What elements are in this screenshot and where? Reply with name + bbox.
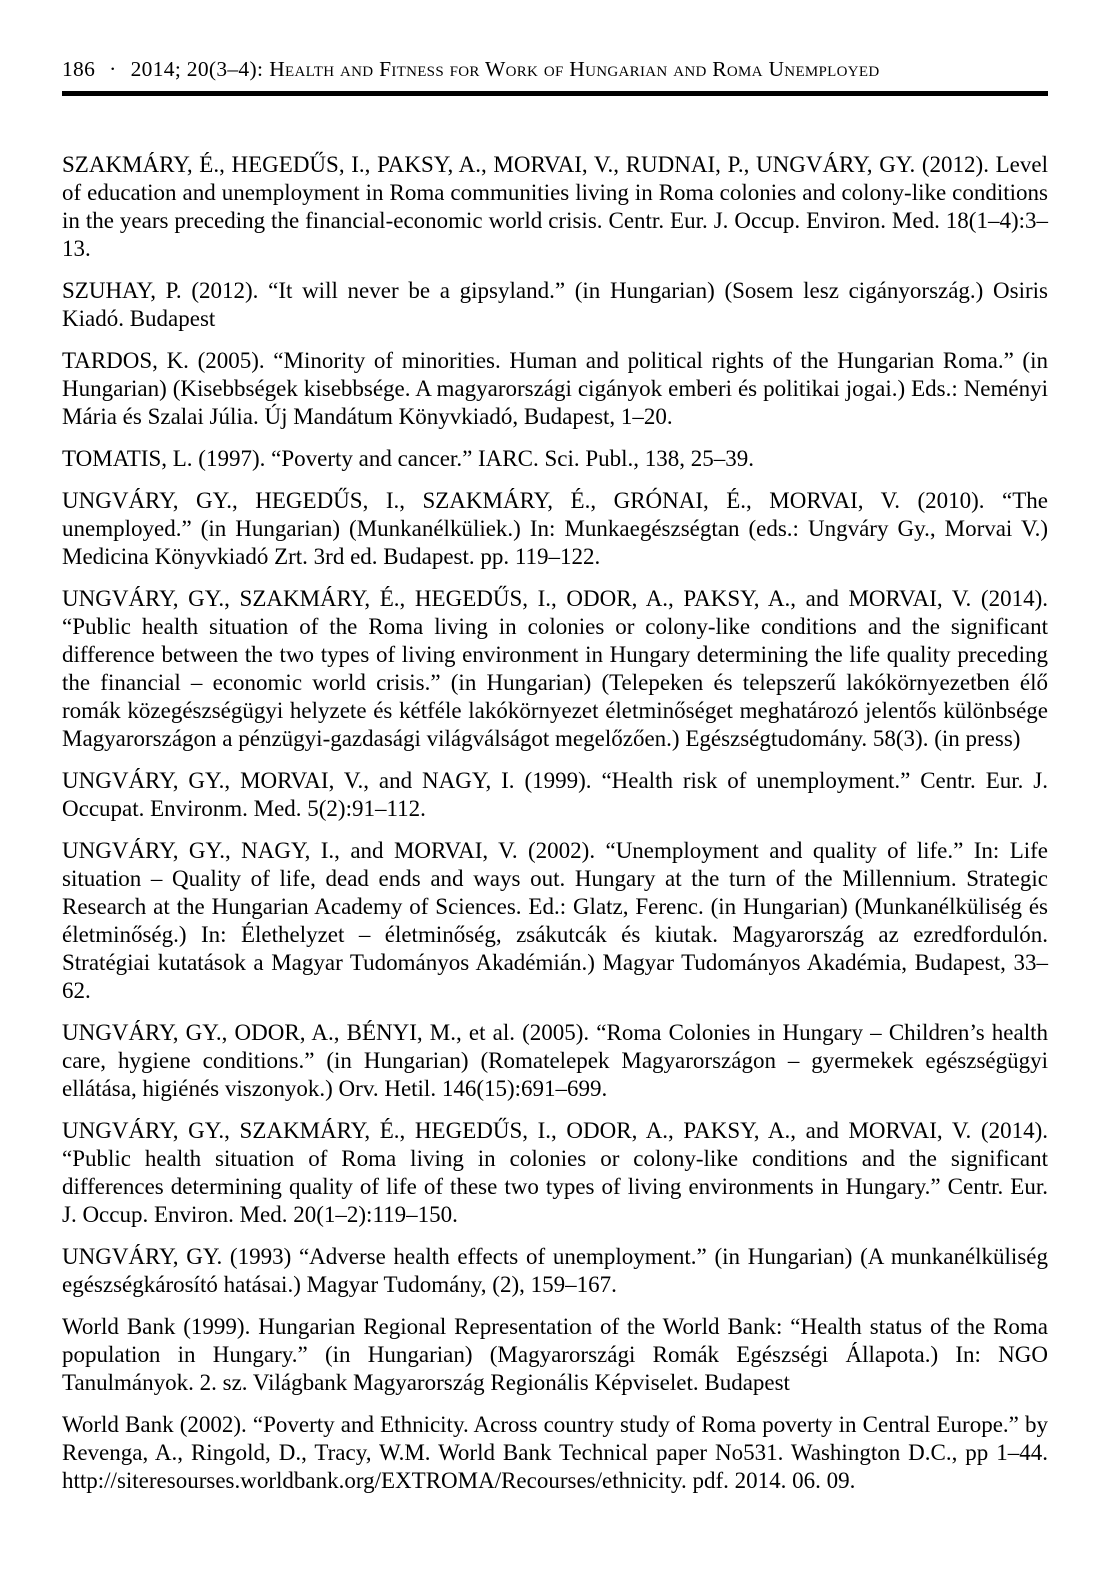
reference-entry: UNGVÁRY, GY., ODOR, A., BÉNYI, M., et al. (2005). “Roma Colonies in Hungary – Children’s health care, hygiene conditions.” (in Hungarian) (Romatelepek Magyarországon – gyermekek egészségügyi ellátása, higiénés viszonyok.) Orv. Hetil. 146(15):691–699. xyxy=(62,1020,1048,1101)
reference-entry: UNGVÁRY, GY., MORVAI, V., and NAGY, I. (1999). “Health risk of unemployment.” Centr. Eur. J. Occupat. Environm. Med. 5(2):91–112. xyxy=(62,768,1048,821)
reference-entry: UNGVÁRY, GY., NAGY, I., and MORVAI, V. (2002). “Unemployment and quality of life.” In: Life situation – Quality of life, dead ends and ways out. Hungary at the turn of the Millennium. Strategic Research at the Hungarian Academy of Sciences. Ed.: Glatz, Ferenc. (in Hungarian) (Munkanélküliség és életminőség.) In: Élethelyzet – életminőség, zsákutcák és kiutak. Magyarország az ezredfordulón. Stratégiai kutatások a Magyar Tudományos Akadémián.) Magyar Tudományos Akadémia, Budapest, 33–62. xyxy=(62,838,1048,1003)
reference-entry: UNGVÁRY, GY., SZAKMÁRY, É., HEGEDŰS, I., ODOR, A., PAKSY, A., and MORVAI, V. (2014). “Public health situation of Roma living in colonies or colony-like conditions and the significant differences determining quality of life of these two types of living environments in Hungary.” Centr. Eur. J. Occup. Environ. Med. 20(1–2):119–150. xyxy=(62,1118,1048,1227)
reference-entry: World Bank (2002). “Poverty and Ethnicity. Across country study of Roma poverty in Central Europe.” by Revenga, A., Ringold, D., Tracy, W.M. World Bank Technical paper No531. Washington D.C., pp 1–44. http://siteresourses.worldbank.org/EXTROMA/Recourses/ethnicity. pdf. 2014. 06. 09. xyxy=(62,1412,1048,1493)
reference-entry: TOMATIS, L. (1997). “Poverty and cancer.” IARC. Sci. Publ., 138, 25–39. xyxy=(62,446,755,471)
header-dot-separator: · xyxy=(109,57,117,81)
references-list xyxy=(62,151,1048,1495)
running-header xyxy=(62,54,1048,84)
reference-entry: UNGVÁRY, GY. (1993) “Adverse health effects of unemployment.” (in Hungarian) (A munkanélküliség egészségkárosító hatásai.) Magyar Tudomány, (2), 159–167. xyxy=(62,1244,1048,1297)
header-rule xyxy=(62,91,1048,96)
running-title: Health and Fitness for Work of Hungarian and Roma Unemployed xyxy=(269,57,880,81)
reference-entry: UNGVÁRY, GY., HEGEDŰS, I., SZAKMÁRY, É., GRÓNAI, É., MORVAI, V. (2010). “The unemployed.” (in Hungarian) (Munkanélküliek.) In: Munkaegészségtan (eds.: Ungváry Gy., Morvai V.) Medicina Könyvkiadó Zrt. 3rd ed. Budapest. pp. 119–122. xyxy=(62,488,1048,569)
reference-entry: UNGVÁRY, GY., SZAKMÁRY, É., HEGEDŰS, I., ODOR, A., PAKSY, A., and MORVAI, V. (2014). “Public health situation of the Roma living in colonies or colony-like conditions and the significant difference between the two types of living environment in Hungary determining the life quality preceding the financial – economic world crisis.” (in Hungarian) (Telepeken és telepszerű lakókörnyezetben élő romák közegészségügyi helyzete és kétféle lakókörnyezet életminőséget meghatározó jelentős különbsége Magyarországon a pénzügyi-gazdasági világválságot megelőzően.) Egészségtudomány. 58(3). (in press) xyxy=(62,586,1048,751)
reference-entry: World Bank (1999). Hungarian Regional Representation of the World Bank: “Health status of the Roma population in Hungary.” (in Hungarian) (Magyarországi Romák Egészségi Állapota.) In: NGO Tanulmányok. 2. sz. Világbank Magyarország Regionális Képviselet. Budapest xyxy=(62,1314,1048,1395)
reference-entry: SZAKMÁRY, É., HEGEDŰS, I., PAKSY, A., MORVAI, V., RUDNAI, P., UNGVÁRY, GY. (2012). Level of education and unemployment in Roma communities living in Roma colonies and colony-like conditions in the years preceding the financial-economic world crisis. Centr. Eur. J. Occup. Environ. Med. 18(1–4):3–13. xyxy=(62,152,1048,261)
reference-entry: TARDOS, K. (2005). “Minority of minorities. Human and political rights of the Hungarian Roma.” (in Hungarian) (Kisebbségek kisebbsége. A magyarországi cigányok emberi és politikai jogai.) Eds.: Neményi Mária és Szalai Júlia. Új Mandátum Könyvkiadó, Budapest, 1–20. xyxy=(62,348,1048,429)
page-number: 186 xyxy=(62,57,96,81)
issue-info: 2014; 20(3–4): xyxy=(130,57,264,81)
reference-entry: SZUHAY, P. (2012). “It will never be a gipsyland.” (in Hungarian) (Sosem lesz cigányország.) Osiris Kiadó. Budapest xyxy=(62,278,1048,331)
